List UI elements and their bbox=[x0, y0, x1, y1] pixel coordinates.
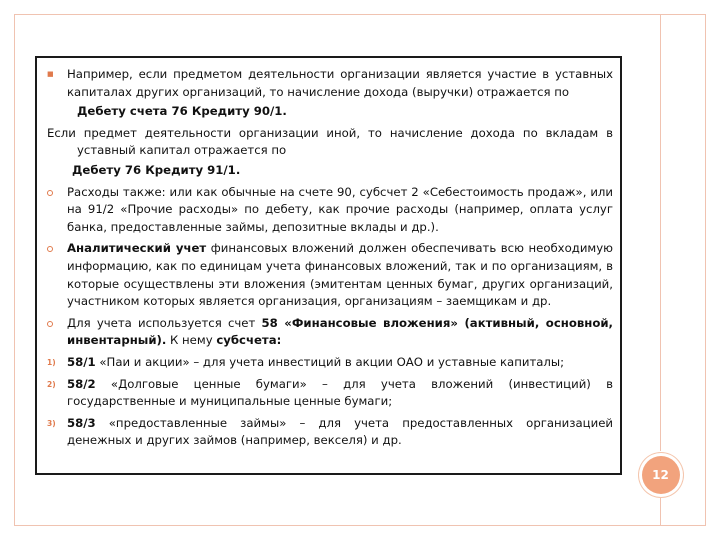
bullet-paragraph-3 bbox=[47, 184, 613, 237]
subaccount-text: «предоставленные займы» – для учета предоставленных организацией денежных и других займов (например, векселя) и др. bbox=[67, 415, 613, 448]
circle-bullet-icon bbox=[47, 190, 53, 196]
bullet-paragraph-1 bbox=[47, 66, 613, 101]
paragraph-text: К нему bbox=[166, 333, 217, 348]
numbered-item-2 bbox=[47, 376, 613, 411]
list-number: 1) bbox=[47, 357, 56, 367]
account-name: 58 «Финансовые вложения» (активный, основной, инвентарный). bbox=[67, 315, 613, 348]
subaccount-code: 58/3 bbox=[67, 415, 96, 430]
paragraph-text: Для учета используется счет bbox=[67, 315, 262, 330]
paragraph-text: Расходы также: или как обычные на счете 90, субсчет 2 «Себестоимость продаж», или на 91/2 «Прочие расходы» по дебету, как прочие расходы (например, оплата услуг банка, предоставленные займы, депозитные вклады и др.). bbox=[67, 184, 613, 234]
posting-entry-1 bbox=[47, 103, 613, 121]
posting-entry-2 bbox=[47, 162, 613, 180]
subaccount-text: «Паи и акции» – для учета инвестиций в акции ОАО и уставные капиталы; bbox=[95, 354, 565, 369]
posting-entry-text: Дебету 76 Кредиту 91/1. bbox=[72, 162, 241, 177]
subaccount-code: 58/2 bbox=[67, 376, 96, 391]
frame-divider-line bbox=[660, 14, 661, 526]
bullet-paragraph-5 bbox=[47, 315, 613, 350]
paragraph-text: Если предмет деятельности организации иной, то начисление дохода по вкладам в уставный капитал отражается по bbox=[47, 125, 613, 158]
list-number: 3) bbox=[47, 418, 56, 428]
circle-bullet-icon bbox=[47, 321, 53, 327]
paragraph-text: финансовых вложений должен обеспечивать всю необходимую информацию, как по единицам учета финансовых вложений, так и по организациям, в которые осуществлены эти вложения (эмитентам ценных бумаг, других организаций, участником которых является организация, организациям – заемщикам и др. bbox=[67, 241, 613, 309]
page-number-badge bbox=[637, 451, 684, 498]
subaccounts-label: субсчета: bbox=[216, 333, 282, 348]
paragraph-bold-term: Аналитический учет bbox=[67, 241, 207, 256]
bullet-paragraph-4 bbox=[47, 240, 613, 310]
posting-entry-text: Дебету счета 76 Кредиту 90/1. bbox=[77, 104, 287, 119]
paragraph-2 bbox=[47, 125, 613, 160]
circle-bullet-icon bbox=[47, 246, 53, 252]
list-number: 2) bbox=[47, 379, 56, 389]
subaccount-code: 58/1 bbox=[67, 354, 96, 369]
paragraph-text: Например, если предметом деятельности организации является участие в уставных капиталах других организаций, то начисление дохода (выручки) отражается по bbox=[67, 67, 613, 99]
numbered-item-3 bbox=[47, 415, 613, 450]
numbered-item-1 bbox=[47, 354, 613, 372]
page-number: 12 bbox=[642, 456, 680, 494]
content-box bbox=[35, 56, 622, 475]
square-bullet-icon: ■ bbox=[47, 70, 54, 78]
subaccount-text: «Долговые ценные бумаги» – для учета вложений (инвестиций) в государственные и муниципальные ценные бумаги; bbox=[67, 376, 613, 409]
